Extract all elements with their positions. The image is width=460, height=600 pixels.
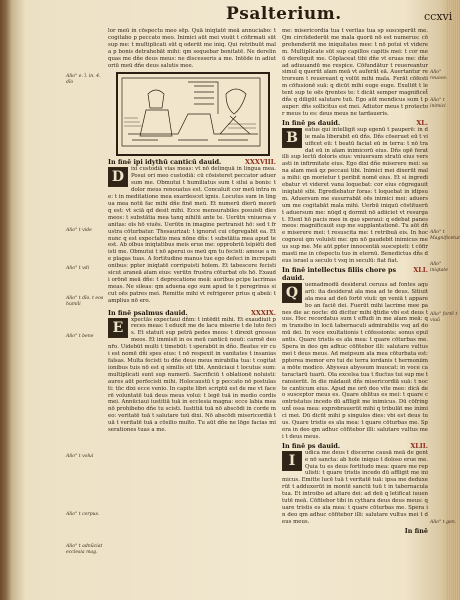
psalm-text: xpectās expectaui dñm: t intēdit mihi. Et exaudiuit preces meas: t eduxit me de lacu miserie t de luto fecis. Et statuit sup petrā pedes meos: t direxit gressus meos. Et immisit in os meū canticū nouū: carmē deo nr̄o. Uidebūt multi t timebūt: t sperabūt in dño. Beatus vir cui est nomē dñi spes eius: t nō respexit in vanitates t insanias falsas. Multa fecisti tu dñe deus meus mirabilia tua: t cogitationibus tuis nō est q similis sit tibi. Annūciaui t locutus sum: multiplicati sunt sup numerū. Sacrificiū t oblationē noluisti: aures aūt perfecisti mihi. Holocaustū t p peccato nō postulasti: tūc dixi ecce venio. In capite libri scriptū est de me vt facerē voluntatē tuā deus meus volui: t legē tuā in medio cordis mei. Annūciaui iustitiā tuā in ecclesia magna: ecce labia mea nō prohibebo dñe tu scisti. Iustitiā tuā nō abscōdi in corde meo: veritatē tuā t salutare tuū dixi. Nō abscōdi misericordiā tuā t veritatē tuā a cōsilio multo. Tu aūt dñe ne lōge facias miserationes tuas a me. xyxy=(108,316,276,434)
woodcut-image xyxy=(118,74,264,150)
margin-note: Alio° e. ī. in. 4. dīo xyxy=(66,74,101,85)
closing-heading xyxy=(282,527,428,535)
left-text-column xyxy=(108,28,276,584)
left-margin-notes xyxy=(66,28,108,584)
margin-note: Alio° t inimici xyxy=(430,98,446,109)
closing-heading-text: In finē xyxy=(404,526,428,535)
psalm-heading xyxy=(282,442,428,450)
psalm-text: eatus qui intelligit sup egenū t pauperē: in die mala liberabit eū dñs. Dñs cōseruet eū t viuificet eū: t beatū faciat eū in terra: t nō tradat eū in aīam inimicorū eius. Dñs opē ferat illi sup lectū doloris eius: vniuersum stratū eius versasti in infirmitate eius. Ego dixi dñe miserere mei: sana aīam meā qz peccaui tibi. Inimici mei dixerūt mala mihi: qn morietur t peribit nomē eius. Et si ingrediebatur vt videret vana loquebat: cor eius cōgregauit iniqtatē sibi. Egrediebatur foras: t loquebat in idipsum. Aduersum me susurrabāt oēs inimici mei: aduersum me cogitabāt mala mihi. Uerbū iniquū cōstituerūt aduersum me: nūqd q dormit nō adiiciet vt resurgat. Etenī hō pacis mee in quo speraui: q edebat panes meos: magnificauit sup me supplantationē. Tu aūt dñe miserere mei: t resuscita me: t retribuā eis. In hoc cognoui qm voluisti me: qm nō gaudebit inimicus meus sup me. Me aūt ppter innocentiā suscepisti: t cōfirmasti me in cōspectu tuo in eternū. Benedictus dñs deus israel a seculo t vsq in seculū: fiat fiat. xyxy=(282,126,428,264)
margin-note: Alio° t vdi xyxy=(66,266,90,271)
psalm-heading-text: In finē intellectus filiis chore ps dauid. xyxy=(282,265,397,282)
margin-note: Alio° t vide xyxy=(66,228,92,233)
psalm-number: XLII. xyxy=(410,441,428,450)
folio-number: ccxvi xyxy=(424,10,453,23)
right-text-column xyxy=(282,28,428,584)
woodcut-illustration xyxy=(116,72,270,156)
illuminated-initial: B xyxy=(282,128,302,148)
margin-note: Alio° iniqtate xyxy=(430,262,448,273)
psalm-heading-text: In finē ipi idythū canticū dauid. xyxy=(108,158,222,167)
psalm-heading-text: In finē ps dauid. xyxy=(282,441,341,450)
intro-text: me: misericordia tua t veritas tua sp susceperūt me. Qm circūdederūt me mala quorū nō est numerus: cōprehenderūt me iniquitates mee: t nō potui vt viderem. Multiplicate sūt sup capillos capitis mei: t cor meū dereliquit me. Cōplaceat tibi dñe vt eruas me: dñe ad adiuuandū me respice. Cōfundātur t reuereantur simul q querūt aīam meā vt auferāt eā. Auertantur retrorsum t reuereant q volūt mihi mala. Ferāt cōfestim cōfusionē suā: q dicūt mihi euge euge. Exultēt t letent sup te oēs q̄rentes te: t dicāt semper magnificet̄ dñs q diligūt salutare tuū. Ego aūt mendicus sum t pauper: dñs sollicitus est mei. Adiutor meus t protector meus tu es: deus meus ne tardaueris. xyxy=(282,28,428,117)
illuminated-initial: Q xyxy=(282,283,302,303)
illuminated-initial: E xyxy=(108,318,128,338)
margin-note: Alio° reuoce. xyxy=(430,70,448,81)
illuminated-initial: D xyxy=(108,167,128,187)
psalm-heading xyxy=(108,158,276,166)
psalm-text: uemadmodū desiderat ceruus ad fontes aquarū: ita desiderat aīa mea ad te deus. Sitiuit aīa mea ad deū fortē viuū: qn veniā t apparebo an faciē dei. Fuerūt mihi lacrime mee panes die ac nocte: dū dicitur mihi q̄tidie vbi est deus tuus. Hec recordatus sum t effudi in me aīam meā: qm transibo in locū tabernaculi admirabilis vsq ad domū dei. In voce exultationis t cōfessionis: sonus epulantis. Quare tristis es aīa mea: t quare cōturbas me. Spera in deo qm adhuc cōfitebor illi: salutare vultus mei t deus meus. Ad meipsum aīa mea cōturbata est: ppterea memor ero tui de terra iordanis t hermoniim a mōte modico. Abyssus abyssum inuocat: in voce cataractarū tuarū. Oīa excelsa tua t fluctus tui sup me transierūt. In die mādauit dñs misericordiā suā: t nocte canticum eius. Apud me orō deo vite mee: dicā deo susceptor meus es. Quare oblitus es mei: t quare contristatus incedo dū affligit me inimicus. Dū cōfringunt̄ ossa mea: exprobrauerūt mihi q tribulāt me inimici mei. Dū dicūt mihi p singulos dies: vbi est deus tuus. Quare tristis es aīa mea: t quare cōturbas me. Spera in deo qm adhuc cōfitebor illi: salutare vultus mei t deus meus. xyxy=(282,281,428,440)
psalm-number: XXXIX. xyxy=(250,308,276,317)
margin-note: Alio° t volui xyxy=(66,454,94,459)
psalm-number: XL. xyxy=(416,118,428,127)
margin-note: Alio° t gen. xyxy=(430,520,457,525)
margin-note: Alio° fortē t viuū xyxy=(430,312,458,323)
page-edge xyxy=(446,0,460,600)
page-title: Psalterium. xyxy=(226,4,342,24)
margin-note: Alio° t bene xyxy=(66,334,94,339)
psalm-heading xyxy=(282,119,428,127)
psalm-heading xyxy=(108,309,276,317)
psalm-text: udica me deus t discerne causā meā de gente nō sancta: ab hoīe iniquo t doloso erue me. Quia tu es deus fortitudo mea: quare me repulisti: t quare tristis incedo dū affligit me inimicus. Emitte lucē tuā t veritatē tuā: ipsa me deduxerūt t adduxerūt in montē sanctū tuū t in tabernacula tua. Et introibo ad altare dei: ad deū q letificat iuuentutē meā. Cōfitebor tibi in cythara deus deus meus: quare tristis es aīa mea: t quare cōturbas me. Spera in deo qm adhuc cōfitebor illi: salutare vultus mei t deus meus. xyxy=(282,449,428,525)
illuminated-initial: I xyxy=(282,451,302,471)
psalm-heading-text: In finē psalmus dauid. xyxy=(108,308,188,317)
psalm-heading-text: In finē ps dauid. xyxy=(282,118,341,127)
psalm-number: XXXVIII. xyxy=(244,158,276,167)
margin-note: Alio° t dīo. t eos humili xyxy=(66,296,104,307)
psalm-text: ixi custodiā vias meas: vt nō delinquā in lingua mea. Posui ori meo custodiā: cū cōsisteret peccator aduersum me. Obmutui t humiliatus sum t silui a bonis: t dolor meus renouatus est. Concaluit cor meū intra me: t in meditatione mea exardescet ignis. Locutus sum in lingua mea notū fac mihi dñe finē meū. Et numerū dierū meorū q est: vt sciā qd desit mihi. Ecce mensurabiles posuisti dies meos: t substātia mea tanq nihilū ante te. Uerūtn vniuersa vanitas: oīs hō viuēs. Uerūtn in imagine pertransit hō: sed t frustra cōturbatur. Thesaurizat: t ignorat cui cōgregabit ea. Et nunc q est expectatio mea nōne dñs: t substātia mea apud te est. Ab oībus iniqtatibus meis erue me: opprobriū īsipiēti dedisti me. Obmutui t nō aperui os meū qm tu fecisti: amoue a me plagas tuas. A fortitudine manus tue ego defeci in increpationibus: ppter iniqtatē corripuisti hoīem. Et tabescere fecisti sicut araneā aīam eius: verūtn frustra cōturbat oīs hō. Exaudi orōnē meā dñe: t deprecatione meā: auribus pcipe lacrimas meas. Ne sileas: qm aduena ego sum apud te t peregrinus sicut oēs patres mei. Remitte mihi vt refrigerer prius q abeā: t amplius nō ero. xyxy=(108,166,276,304)
intro-text: lor meū in cōspectu meo sēp. Quā iniqtatē meā annuciabo: t cogitabo p peccato meo. Inimici aūt mei viuūt t cōfirmati sūt sup me: t multiplicati sūt q oderūt me iniq. Qui retribuūt mala p bonis detrahebāt mihi: qm sequebar bonitatē. Ne derelinquas me dñe deus meus: ne discesseris a me. Intēde in adiutoriū meū dñe deus salutis mee. xyxy=(108,28,276,69)
psalm-heading xyxy=(282,266,428,282)
margin-note: Alio° t adnūciat ecclesia mag. xyxy=(66,544,103,555)
margin-note: Alio° t Magnificetur xyxy=(430,230,460,241)
margin-note: Alio° t corpus. xyxy=(66,512,100,517)
psalm-number: XLI. xyxy=(413,265,428,274)
